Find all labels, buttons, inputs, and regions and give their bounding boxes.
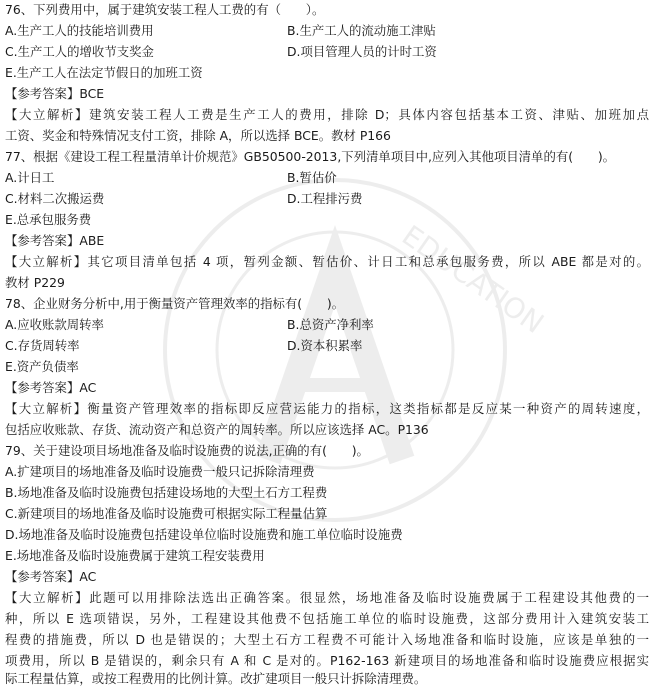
question-77-stem: 77、根据《建设工程工程量清单计价规范》GB50500-2013,下列清单项目中,应列入其他项目清单的有( )。 bbox=[5, 149, 616, 164]
question-76-stem: 76、下列费用中，属于建筑安装工程人工费的有（ ）。 bbox=[5, 2, 325, 17]
q76-analysis-line-1: 【大立解析】建筑安装工程人工费是生产工人的费用，排除 D；具体内容包括基本工资、津贴、加班加点 bbox=[5, 107, 649, 122]
q79-analysis-line-1: 【大立解析】此题可以用排除法选出正确答案。很显然，场地准备及临时设施费属于工程建设其他费的一 bbox=[5, 590, 649, 605]
question-79-stem: 79、关于建设项目场地准备及临时设施费的说法,正确的有( )。 bbox=[5, 443, 369, 458]
svg-text:EDUCATION: EDUCATION bbox=[395, 218, 550, 341]
q79-analysis-line-4: 项费用，所以 B 是错误的，剩余只有 A 和 C 是对的。P162-163 新建项目的场地准备和临时设施费应根据实 bbox=[5, 653, 649, 668]
q76-answer: 【参考答案】BCE bbox=[5, 86, 105, 101]
q79-option-b: B.场地准备及临时设施费包括建设场地的大型土石方工程费 bbox=[5, 485, 328, 500]
q78-analysis-line-2: 包括应收账款、存货、流动资产和总资产的周转率。所以应该选择 AC。P136 bbox=[5, 422, 429, 437]
q79-option-a: A.扩建项目的场地准备及临时设施费一般只记拆除清理费 bbox=[5, 464, 315, 479]
q77-option-b: B.暂估价 bbox=[287, 170, 337, 185]
q78-option-b: B.总资产净利率 bbox=[287, 317, 374, 332]
q78-option-c: C.存货周转率 bbox=[5, 338, 80, 353]
q79-option-d: D.场地准备及临时设施费包括建设单位临时设施费和施工单位临时设施费 bbox=[5, 527, 403, 542]
q77-answer: 【参考答案】ABE bbox=[5, 233, 105, 248]
q78-option-a: A.应收账款周转率 bbox=[5, 317, 104, 332]
question-78-stem: 78、企业财务分析中,用于衡量资产管理效率的指标有( )。 bbox=[5, 296, 345, 311]
q76-option-e: E.生产工人在法定节假日的加班工资 bbox=[5, 65, 203, 80]
q79-analysis-line-5: 际工程量估算，或按工程费用的比例计算。改扩建项目一般只计拆除清理费。 bbox=[5, 671, 427, 686]
q77-option-a: A.计日工 bbox=[5, 170, 55, 185]
q76-option-c: C.生产工人的增收节支奖金 bbox=[5, 44, 154, 59]
q77-analysis-line-1: 【大立解析】其它项目清单包括 4 项，暂列金额、暂估价、计日工和总承包服务费，所以 ABE 都是对的。 bbox=[5, 254, 649, 269]
q76-analysis-line-2: 工资、奖金和特殊情况支付工资，排除 A，所以选择 BCE。教材 P166 bbox=[5, 128, 391, 143]
q78-analysis-line-1: 【大立解析】衡量资产管理效率的指标即反应营运能力的指标，这类指标都是反应某一种资产的周转速度， bbox=[5, 401, 649, 416]
q79-analysis-line-2: 种，所以 E 选项错误，另外，工程建设其他费不包括施工单位的临时设施费，这部分费用计入建筑安装工 bbox=[5, 611, 649, 626]
q77-option-d: D.工程排污费 bbox=[287, 191, 363, 206]
q77-analysis-line-2: 教材 P229 bbox=[5, 275, 65, 290]
q76-option-b: B.生产工人的流动施工津贴 bbox=[287, 23, 436, 38]
q78-option-d: D.资本积累率 bbox=[287, 338, 363, 353]
q76-option-a: A.生产工人的技能培训费用 bbox=[5, 23, 154, 38]
q77-option-c: C.材料二次搬运费 bbox=[5, 191, 105, 206]
q79-option-c: C.新建项目的场地准备及临时设施费可根据实际工程量估算 bbox=[5, 506, 328, 521]
q79-option-e: E.场地准备及临时设施费属于建筑工程安装费用 bbox=[5, 548, 265, 563]
q77-option-e: E.总承包服务费 bbox=[5, 212, 92, 227]
q78-answer: 【参考答案】AC bbox=[5, 380, 97, 395]
q78-option-e: E.资产负债率 bbox=[5, 359, 79, 374]
q79-answer: 【参考答案】AC bbox=[5, 569, 97, 584]
q76-option-d: D.项目管理人员的计时工资 bbox=[287, 44, 437, 59]
q79-analysis-line-3: 程费的措施费，所以 D 也是错误的；大型土石方工程费不可能计入场地准备和临时设施，应该是单独的一 bbox=[5, 632, 649, 647]
